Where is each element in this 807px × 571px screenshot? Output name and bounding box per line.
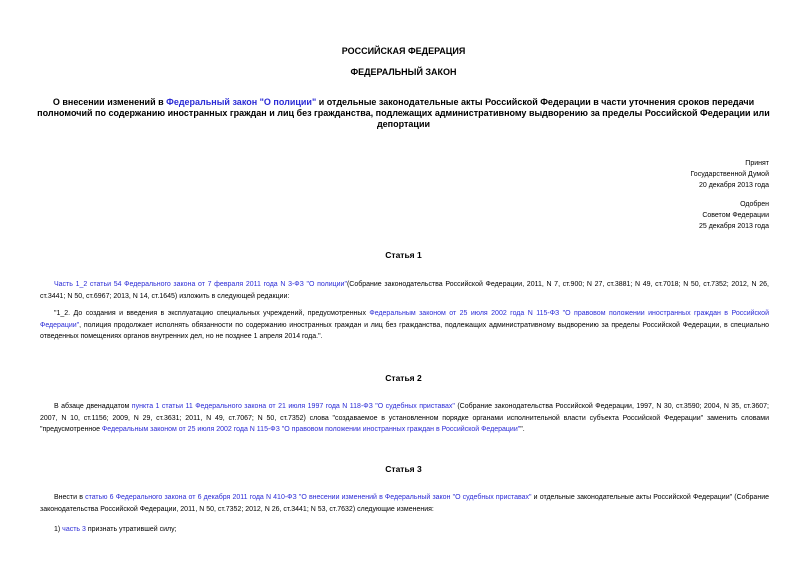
article-2-link-foreigners-law[interactable]: Федеральным законом от 25 июля 2002 года N 115-ФЗ "О правовом положении иностранных граждан в Российской Федерации" (101, 426, 521, 433)
adopted-date: 20 декабря 2013 года (698, 182, 769, 189)
article-2-heading: Статья 2 (385, 373, 422, 383)
article-1-link-part-1-2[interactable]: Часть 1_2 статьи 54 Федерального закона от 7 февраля 2011 года N 3-ФЗ "О полиции" (54, 281, 347, 288)
law-title-text-start: О внесении изменений в (52, 97, 167, 107)
article-3-text-start: Внести в (54, 494, 86, 501)
article-1-paragraph-2 (40, 308, 769, 343)
article-3-link-part-3[interactable]: часть 3 (62, 526, 86, 533)
article-1-paragraph-1-text: (Собрание законодательства Российской Федерации, 2011, N 7, ст.900; N 27, ст.3881; N 49, ст.7018; N 50, ст.7352; 2012, N 26, ст.3441; N 50, ст.6967; 2013, N 14, ст.1645) изложить в следующей редакции: (40, 281, 769, 300)
article-3-heading: Статья 3 (385, 464, 422, 474)
law-title-text-end: и отдельные законодательные акты Российской Федерации в части уточнения сроков передачи полномочий по содержанию иностранных граждан и лиц без гражданства, подлежащих административному выдворению за пределы Российской Федерации или депортации (37, 97, 770, 129)
article-2-text-middle: (Собрание законодательства Российской Федерации, 1997, N 30, ст.3590; 2004, N 35, ст.3607; 2007, N 10, ст.1156; 2009, N 29, ст.3631; 2011, N 49, ст.7067; N 50, ст.7352) слова "создаваемое в установленном порядке органами исполнительной власти субъекта Российской Федерации" заменить словами "предусмотренное (40, 403, 769, 433)
article-3-paragraph (40, 492, 769, 515)
article-1-paragraph-1 (40, 279, 769, 302)
adopted-by: Государственной Думой (690, 171, 769, 178)
approved-by: Советом Федерации (702, 212, 769, 219)
article-1-paragraph-2-text-start: "1_2. До создания и введения в эксплуатацию специальных учреждений, предусмотренных (54, 310, 370, 317)
article-3-item-1 (40, 524, 769, 536)
article-2-link-bailiffs-law[interactable]: пункта 1 статьи 11 Федерального закона от 21 июля 1997 года N 118-ФЗ "О судебных приставах" (131, 403, 455, 410)
adopted-label: Принят (745, 160, 769, 167)
article-1-heading: Статья 1 (385, 250, 422, 260)
article-3-item-1-text: признать утратившей силу; (85, 526, 177, 533)
adoption-block (690, 158, 769, 191)
law-title (36, 97, 771, 130)
article-2-text-start: В абзаце двенадцатом (54, 403, 132, 410)
article-1-paragraph-2-text-end: , полиция продолжает исполнять обязанности по содержанию иностранных граждан и лиц без гражданства, подлежащих административному выдворению за пределы Российской Федерации, в специально отведенных помещениях органов внутренних дел, но не позднее 1 апреля 2014 года.". (40, 321, 769, 340)
article-2-text-end: ". (520, 426, 525, 433)
article-2-paragraph (40, 401, 769, 436)
article-1-link-foreigners-law[interactable]: Федеральным законом от 25 июля 2002 года N 115-ФЗ "О правовом положении иностранных граждан в Российской Федерации" (40, 310, 769, 329)
article-3-text-end: и отдельные законодательные акты Российской Федерации" (Собрание законодательства Российской Федерации, 2011, N 50, ст.7352; 2012, N 26, ст.3441; N 53, ст.7632) следующие изменения: (40, 494, 769, 513)
country-heading: РОССИЙСКАЯ ФЕДЕРАЦИЯ (341, 46, 466, 56)
approval-block (699, 199, 769, 232)
document-type-heading: ФЕДЕРАЛЬНЫЙ ЗАКОН (350, 67, 457, 77)
approved-label: Одобрен (740, 201, 769, 208)
article-3-item-1-prefix: 1) (54, 526, 63, 533)
law-title-link-police-law[interactable]: Федеральный закон "О полиции" (166, 97, 317, 107)
approved-date: 25 декабря 2013 года (698, 223, 769, 230)
article-3-link-law-410[interactable]: статью 6 Федерального закона от 6 декабря 2011 года N 410-ФЗ "О внесении изменений в Федеральный закон "О судебных приставах" (85, 494, 532, 501)
